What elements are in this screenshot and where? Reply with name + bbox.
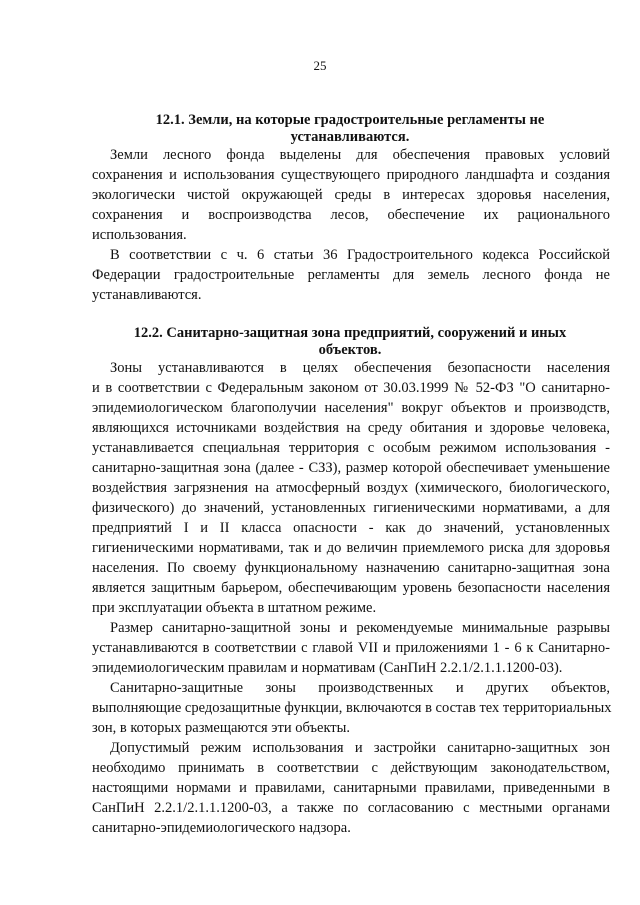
section-2-text-line: необходимо принимать в соответствии с действующим законодательством, [92,760,610,776]
section-2-title-line-2: объектов. [318,342,382,358]
section-2-text-line: выполняющие средозащитные функции, включаются в состав тех территориальных [92,700,612,716]
section-2-text-line: воздействия загрязнения на атмосферный воздух (химического, биологического, [92,480,610,496]
section-1-text-line: экологически чистой окружающей среды в интересах здоровья населения, [92,187,610,203]
section-2-text-line: Санитарно-защитные зоны производственных и других объектов, [110,680,610,696]
section-1-text-line: устанавливаются. [92,287,202,303]
section-1-text-line: использования. [92,227,187,243]
page-number: 25 [313,58,327,73]
section-2-text-line: населения. По своему функциональному назначению санитарно-защитная зона [92,560,610,576]
section-2-text-line: устанавливаются в соответствии с главой VII и приложениями 1 - 6 к Санитарно- [92,640,610,656]
section-2-text-line: гигиеническими нормативами, так и до величин приемлемого риска для здоровья [92,540,610,556]
section-1-text-line: сохранения и использования существующего природного ландшафта и создания [92,167,610,183]
section-1-text-line: В соответствии с ч. 6 статьи 36 Градостроительного кодекса Российской [110,247,610,263]
section-1-text-line: Земли лесного фонда выделены для обеспечения правовых условий [110,147,610,163]
section-2-title-line-1: 12.2. Санитарно-защитная зона предприятий, сооружений и иных [133,325,567,341]
section-1-title-line-2: устанавливаются. [290,129,410,145]
section-2-text-line: Зоны устанавливаются в целях обеспечения безопасности населения [110,360,610,376]
section-2-text-line: физического) до значений, установленных гигиеническими нормативами, а для [92,500,610,516]
section-2-text-line: настоящими нормами и правилами, санитарными правилами, приведенными в [92,780,610,796]
section-2-text-line: СанПиН 2.2.1/2.1.1.1200-03, а также по согласованию с местными органами [92,800,610,816]
section-2-text-line: санитарно-защитная зона (далее - СЗЗ), размер которой обеспечивает уменьшение [92,460,610,476]
section-1-text-line: Федерации градостроительные регламенты для земель лесного фонда не [92,267,610,283]
section-2-text-line: при эксплуатации объекта в штатном режиме. [92,600,377,616]
section-2-text-line: санитарно-эпидемиологического надзора. [92,820,351,836]
section-1-text-line: сохранения и воспроизводства лесов, обеспечение их рационального [92,207,610,223]
section-1-title-line-1: 12.1. Земли, на которые градостроительные регламенты не [155,112,545,128]
section-2-text-line: зон, в которых размещаются эти объекты. [92,720,351,736]
section-2-text-line: эпидемиологическом благополучии населения" вокруг объектов и производств, [92,400,610,416]
section-2-text-line: и в соответствии с Федеральным законом от 30.03.1999 № 52-ФЗ "О санитарно- [92,380,610,396]
section-2-text-line: устанавливается специальная территория с особым режимом использования - [92,440,610,456]
section-2-text-line: предприятий I и II класса опасности - как до значений, установленных [92,520,610,536]
section-2-text-line: Допустимый режим использования и застройки санитарно-защитных зон [110,740,610,756]
section-2-text-line: эпидемиологическим правилам и нормативам (СанПиН 2.2.1/2.1.1.1200-03). [92,660,563,676]
section-2-text-line: является защитным барьером, обеспечивающим уровень безопасности населения [92,580,610,596]
section-2-text-line: являющихся источниками воздействия на среду обитания и здоровье человека, [92,420,610,436]
section-2-text-line: Размер санитарно-защитной зоны и рекомендуемые минимальные разрывы [110,620,610,636]
